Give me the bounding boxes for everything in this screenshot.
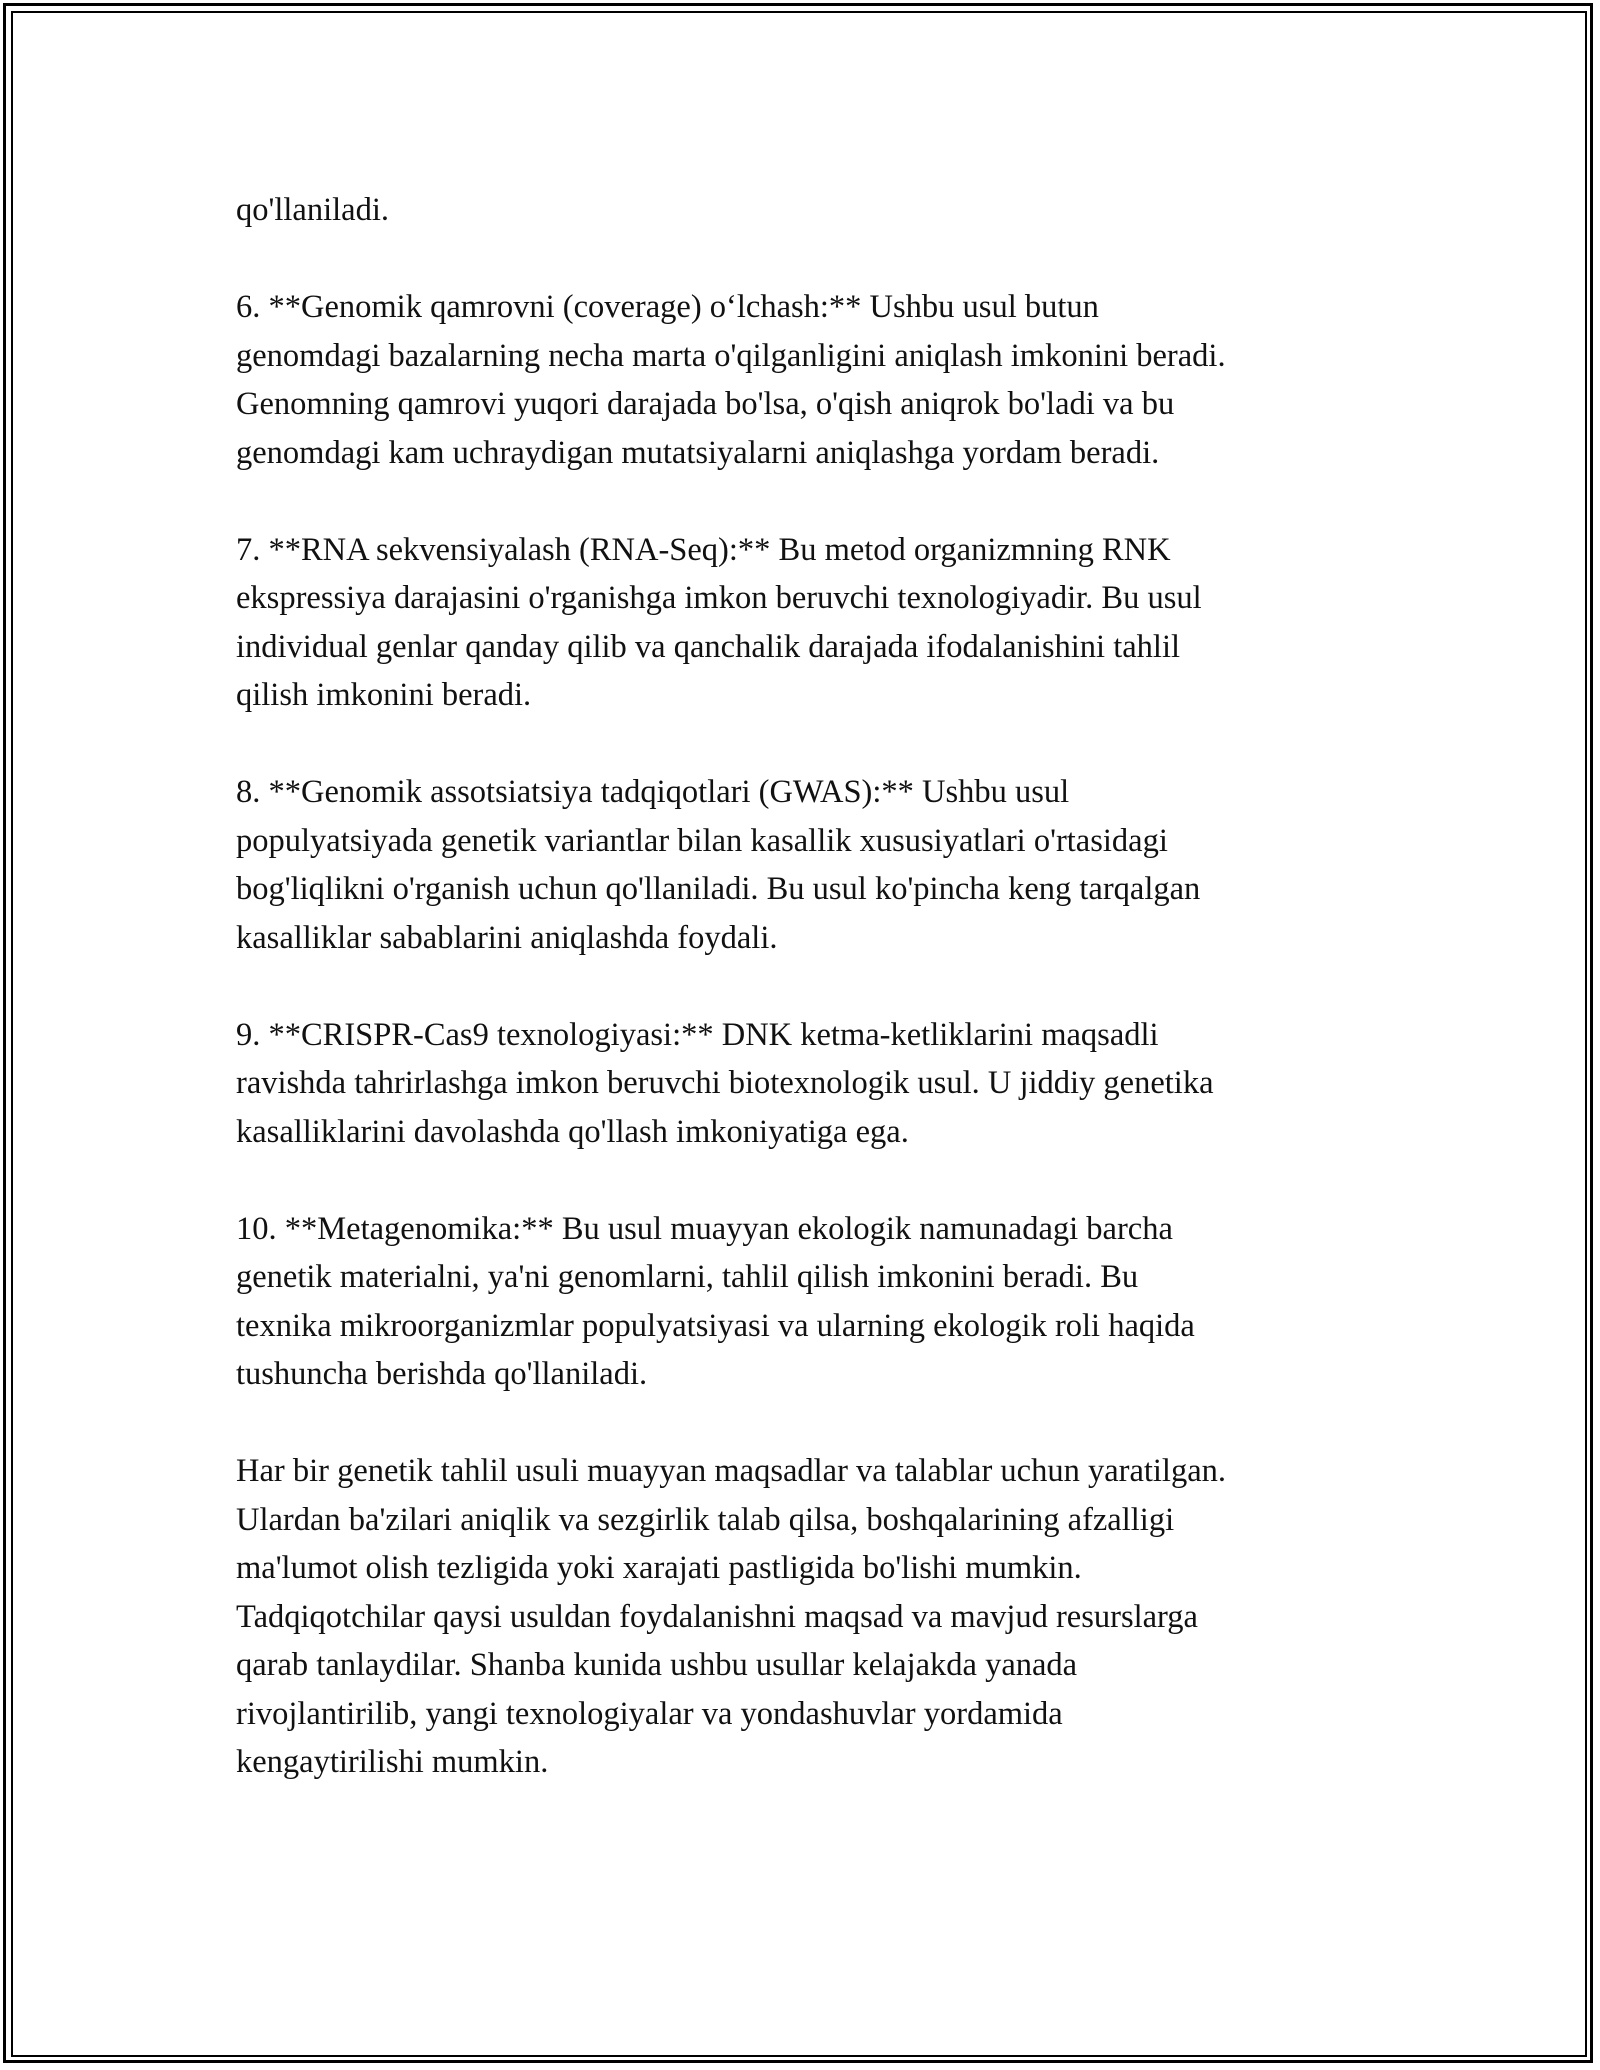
text-line: Genomning qamrovi yuqori darajada bo'lsa, o'qish aniqrok bo'ladi va bu (236, 386, 1175, 422)
text-line: Tadqiqotchilar qaysi usuldan foydalanishni maqsad va mavjud resurslarga (236, 1598, 1198, 1635)
text-line: kasalliklarini davolashda qo'llash imkoniyatiga ega. (236, 1113, 909, 1150)
text-line: 9. **CRISPR-Cas9 texnologiyasi:** DNK ketma-ketliklarini maqsadli (236, 1016, 1159, 1053)
document-body (236, 186, 1386, 1835)
text-line: qarab tanlaydilar. Shanba kunida ushbu usullar kelajakda yanada (236, 1647, 1078, 1683)
text-line: ma'lumot olish tezligida yoki xarajati pastligida bo'lishi mumkin. (236, 1550, 1082, 1586)
text-line: qilish imkonini beradi. (236, 677, 532, 713)
text-line: genomdagi bazalarning necha marta o'qilganligini aniqlash imkonini beradi. (236, 337, 1226, 374)
text-line: tushuncha berishda qo'llaniladi. (236, 1356, 648, 1392)
text-line: genetik materialni, ya'ni genomlarni, tahlil qilish imkonini beradi. Bu (236, 1259, 1139, 1295)
text-line: 10. **Metagenomika:** Bu usul muayyan ekologik namunadagi barcha (236, 1210, 1173, 1247)
paragraph-item-9 (236, 1011, 1386, 1157)
text-line: 7. **RNA sekvensiyalash (RNA-Seq):** Bu metod organizmning RNK (236, 531, 1171, 568)
text-line: bog'liqlikni o'rganish uchun qo'llaniladi. Bu usul ko'pincha keng tarqalgan (236, 871, 1201, 907)
paragraph-item-10 (236, 1205, 1386, 1399)
text-line: individual genlar qanday qilib va qanchalik darajada ifodalanishini tahlil (236, 628, 1181, 665)
text-line: 6. **Genomik qamrovni (coverage) o‘lchash:** Ushbu usul butun (236, 289, 1099, 325)
text-line: qo'llaniladi. (236, 192, 389, 228)
paragraph-conclusion (236, 1447, 1386, 1787)
text-line: Ulardan ba'zilari aniqlik va sezgirlik talab qilsa, boshqalarining afzalligi (236, 1501, 1175, 1538)
paragraph-item-8 (236, 768, 1386, 962)
text-line: ekspressiya darajasini o'rganishga imkon beruvchi texnologiyadir. Bu usul (236, 580, 1202, 616)
text-line: ravishda tahrirlashga imkon beruvchi biotexnologik usul. U jiddiy genetika (236, 1065, 1214, 1101)
text-line: genomdagi kam uchraydigan mutatsiyalarni aniqlashga yordam beradi. (236, 434, 1160, 471)
paragraph-item-7 (236, 526, 1386, 720)
text-line: texnika mikroorganizmlar populyatsiyasi va ularning ekologik roli haqida (236, 1307, 1195, 1344)
paragraph-item-6 (236, 283, 1386, 477)
text-line: rivojlantirilib, yangi texnologiyalar va yondashuvlar yordamida (236, 1695, 1063, 1732)
paragraph-continuation (236, 186, 1386, 235)
text-line: populyatsiyada genetik variantlar bilan kasallik xususiyatlari o'rtasidagi (236, 822, 1168, 859)
text-line: Har bir genetik tahlil usuli muayyan maqsadlar va talablar uchun yaratilgan. (236, 1453, 1227, 1489)
text-line: kengaytirilishi mumkin. (236, 1744, 549, 1780)
text-line: 8. **Genomik assotsiatsiya tadqiqotlari (GWAS):** Ushbu usul (236, 774, 1070, 810)
text-line: kasalliklar sabablarini aniqlashda foydali. (236, 919, 778, 956)
